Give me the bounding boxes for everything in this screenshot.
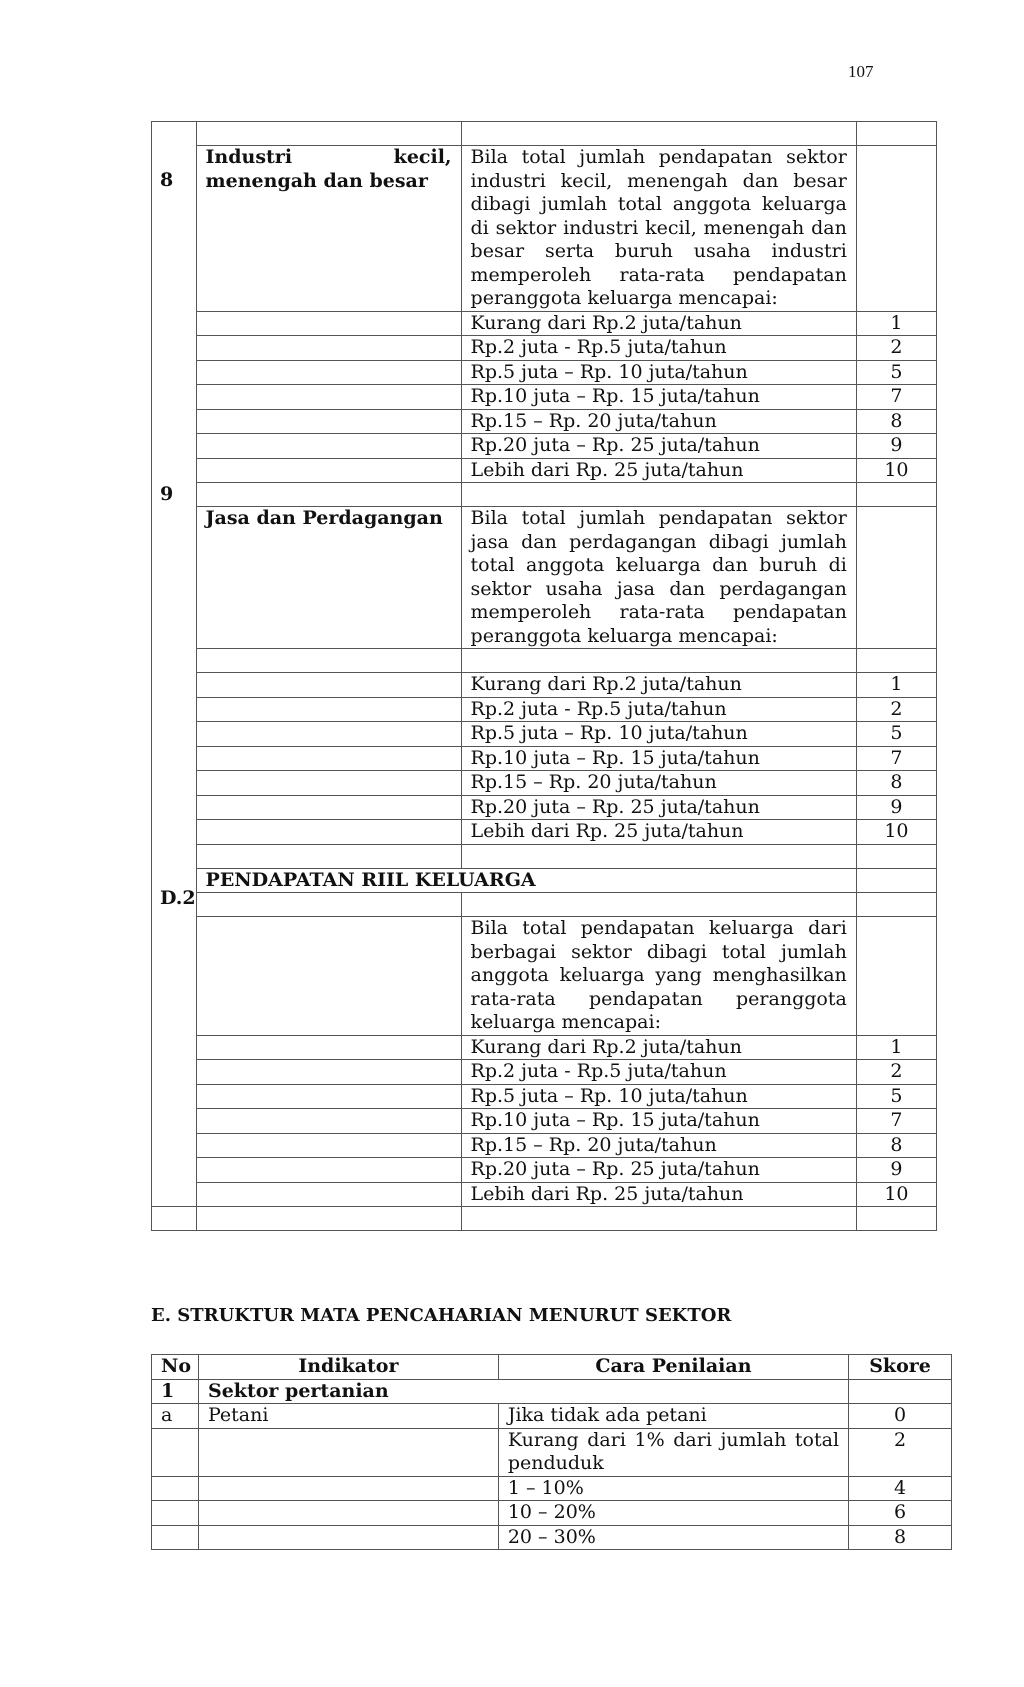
table-row: [152, 1158, 937, 1183]
score-cell: 9: [856, 434, 936, 459]
table-row: [152, 746, 937, 771]
table-row: [152, 649, 937, 673]
range-label: Rp.5 juta – Rp. 10 juta/tahun: [461, 722, 856, 747]
range-label: Rp.20 juta – Rp. 25 juta/tahun: [461, 795, 856, 820]
header-no: No: [152, 1355, 199, 1380]
section-heading: PENDAPATAN RIIL KELUARGA: [196, 868, 856, 893]
indicator-label-line1: Industri kecil,: [205, 146, 452, 168]
score-cell: 2: [856, 1060, 936, 1085]
section-e-title: E. STRUKTUR MATA PENCAHARIAN MENURUT SEKTOR: [151, 1305, 732, 1326]
range-label: Rp.10 juta – Rp. 15 juta/tahun: [461, 385, 856, 410]
description-cell: Bila total jumlah pendapatan sektor industri kecil, menengah dan besar dibagi jumlah total anggota keluarga di sektor industri kecil, menengah dan besar serta buruh usaha industri memperoleh rata-rata pendapatan peranggota keluarga mencapai:: [461, 146, 856, 312]
score-cell: 7: [856, 1109, 936, 1134]
table-row: [152, 1084, 937, 1109]
table-row: [152, 146, 937, 312]
score-cell: 9: [856, 795, 936, 820]
score-cell: 5: [856, 722, 936, 747]
table-row: [152, 722, 937, 747]
score-cell: 10: [856, 1182, 936, 1207]
table-row: [152, 697, 937, 722]
header-score: Skore: [849, 1355, 952, 1380]
table-row: [152, 1404, 952, 1429]
range-label: Rp.10 juta – Rp. 15 juta/tahun: [461, 746, 856, 771]
table-row: [152, 917, 937, 1036]
score-cell: 9: [856, 1158, 936, 1183]
table-row: [152, 458, 937, 483]
table-row: [152, 311, 937, 336]
score-cell: 2: [856, 697, 936, 722]
table-row: [152, 1428, 952, 1476]
table-row: [152, 1109, 937, 1134]
range-label: Rp.5 juta – Rp. 10 juta/tahun: [461, 1084, 856, 1109]
score-cell: 10: [856, 820, 936, 845]
table-row: [152, 385, 937, 410]
score-cell: 2: [856, 336, 936, 361]
table-row: [152, 1182, 937, 1207]
table-header-row: [152, 1355, 952, 1380]
table-row: [152, 507, 937, 649]
range-label: Rp.2 juta - Rp.5 juta/tahun: [461, 697, 856, 722]
table-row: [152, 673, 937, 698]
table-row: [152, 820, 937, 845]
row-number: 8: [152, 146, 197, 312]
table-row: [152, 1207, 937, 1231]
table-row: [152, 893, 937, 917]
table-row: [152, 1133, 937, 1158]
table-row: [152, 771, 937, 796]
row-number: D.2: [152, 893, 197, 917]
range-label: Rp.15 – Rp. 20 juta/tahun: [461, 409, 856, 434]
range-label: Lebih dari Rp. 25 juta/tahun: [461, 820, 856, 845]
score-cell: 5: [856, 1084, 936, 1109]
range-label: Rp.20 juta – Rp. 25 juta/tahun: [461, 1158, 856, 1183]
method-cell: Kurang dari 1% dari jumlah total penduduk: [498, 1428, 848, 1476]
range-label: Lebih dari Rp. 25 juta/tahun: [461, 458, 856, 483]
method-cell: 10 – 20%: [498, 1501, 848, 1526]
score-cell: 4: [849, 1476, 952, 1501]
range-label: Rp.15 – Rp. 20 juta/tahun: [461, 1133, 856, 1158]
table-row: [152, 1525, 952, 1550]
description-cell: Bila total jumlah pendapatan sektor jasa dan perdagangan dibagi jumlah total anggota keluarga dan buruh di sektor usaha jasa dan perdagangan memperoleh rata-rata pendapatan peranggota keluarga mencapai:: [461, 507, 856, 649]
table-row: [152, 844, 937, 868]
score-cell: 5: [856, 360, 936, 385]
score-cell: 7: [856, 385, 936, 410]
table-row: [152, 1379, 952, 1404]
table-row: [152, 483, 937, 507]
range-label: Rp.10 juta – Rp. 15 juta/tahun: [461, 1109, 856, 1134]
range-label: Kurang dari Rp.2 juta/tahun: [461, 1035, 856, 1060]
score-cell: 1: [856, 673, 936, 698]
range-label: Rp.15 – Rp. 20 juta/tahun: [461, 771, 856, 796]
table-row: [152, 434, 937, 459]
score-cell: 1: [856, 311, 936, 336]
score-cell: 0: [849, 1404, 952, 1429]
score-cell: 7: [856, 746, 936, 771]
table-row: [152, 1501, 952, 1526]
indicator-cell: [196, 146, 461, 312]
indicator-label-line2: menengah dan besar: [205, 169, 428, 192]
range-label: Kurang dari Rp.2 juta/tahun: [461, 311, 856, 336]
range-label: Rp.2 juta - Rp.5 juta/tahun: [461, 1060, 856, 1085]
method-cell: Jika tidak ada petani: [498, 1404, 848, 1429]
score-cell: 8: [856, 1133, 936, 1158]
table-row: [152, 1476, 952, 1501]
item-number: a: [152, 1404, 199, 1429]
score-cell: 8: [849, 1525, 952, 1550]
item-label: Petani: [198, 1404, 498, 1429]
livelihood-structure-table: [151, 1354, 952, 1550]
score-cell: 2: [849, 1428, 952, 1476]
header-method: Cara Penilaian: [498, 1355, 848, 1380]
row-number: 9: [152, 483, 197, 507]
table-row: [152, 409, 937, 434]
table-row: [152, 795, 937, 820]
table-row: [152, 336, 937, 361]
range-label: Kurang dari Rp.2 juta/tahun: [461, 673, 856, 698]
score-cell: 1: [856, 1035, 936, 1060]
method-cell: 20 – 30%: [498, 1525, 848, 1550]
table-row: [152, 868, 937, 893]
score-cell: 10: [856, 458, 936, 483]
group-number: 1: [152, 1379, 199, 1404]
income-scoring-table: [151, 121, 937, 1231]
group-label: Sektor pertanian: [198, 1379, 848, 1404]
table-row: [152, 1060, 937, 1085]
range-label: Rp.20 juta – Rp. 25 juta/tahun: [461, 434, 856, 459]
score-cell: 8: [856, 409, 936, 434]
range-label: Rp.2 juta - Rp.5 juta/tahun: [461, 336, 856, 361]
score-cell: 6: [849, 1501, 952, 1526]
header-indicator: Indikator: [198, 1355, 498, 1380]
table-row: [152, 1035, 937, 1060]
page-number: 107: [848, 62, 874, 81]
score-cell: 8: [856, 771, 936, 796]
description-cell: Bila total pendapatan keluarga dari berbagai sektor dibagi total jumlah anggota keluarga yang menghasilkan rata-rata pendapatan peranggota keluarga mencapai:: [461, 917, 856, 1036]
table-row: [152, 360, 937, 385]
range-label: Lebih dari Rp. 25 juta/tahun: [461, 1182, 856, 1207]
method-cell: 1 – 10%: [498, 1476, 848, 1501]
table-row: [152, 122, 937, 146]
indicator-label: Jasa dan Perdagangan: [196, 507, 461, 649]
range-label: Rp.5 juta – Rp. 10 juta/tahun: [461, 360, 856, 385]
